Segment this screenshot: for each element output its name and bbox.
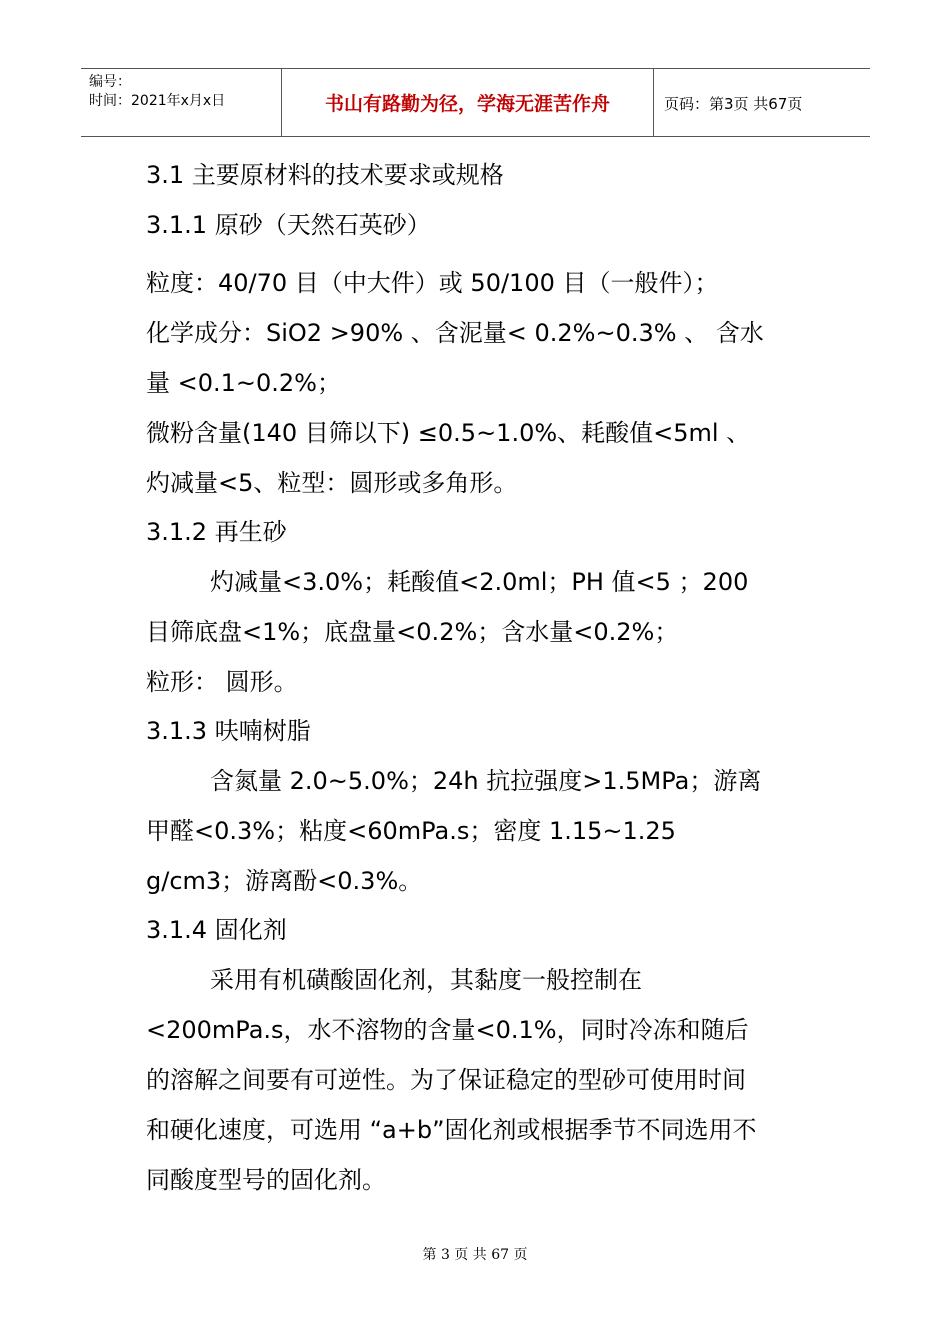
page-footer: 第 3 页 共 67 页 <box>422 1247 528 1263</box>
subsection-heading: 3.1.1 原砂（天然石英砂） <box>146 211 431 239</box>
body-line: 粒形： 圆形。 <box>146 668 298 696</box>
header-meta <box>81 69 281 136</box>
subsection-heading: 3.1.3 呋喃树脂 <box>146 717 311 745</box>
body-line: 甲醛<0.3%；粘度<60mPa.s；密度 1.15~1.25 <box>146 817 676 845</box>
body-line: g/cm3；游离酚<0.3%。 <box>146 867 423 895</box>
body-line: 同酸度型号的固化剂。 <box>146 1166 386 1194</box>
body-line: 灼减量<5、粒型：圆形或多角形。 <box>146 469 518 497</box>
body-line: 含氮量 2.0~5.0%；24h 抗拉强度>1.5MPa；游离 <box>210 767 762 795</box>
body-line: 灼减量<3.0%；耗酸值<2.0ml；PH 值<5 ；200 <box>210 568 749 596</box>
body-line: 的溶解之间要有可逆性。为了保证稳定的型砂可使用时间 <box>146 1066 746 1094</box>
subsection-heading: 3.1.4 固化剂 <box>146 916 287 944</box>
body-line: <200mPa.s，水不溶物的含量<0.1%，同时冷冻和随后 <box>146 1016 749 1044</box>
body-line: 粒度：40/70 目（中大件）或 50/100 目（一般件）； <box>146 269 719 297</box>
body-line: 目筛底盘<1%；底盘量<0.2%；含水量<0.2%； <box>146 618 679 646</box>
body-line: 和硬化速度，可选用 “a+b”固化剂或根据季节不同选用不 <box>146 1116 757 1144</box>
body-line: 量 <0.1~0.2%； <box>146 369 341 397</box>
section-heading: 3.1 主要原材料的技术要求或规格 <box>146 161 504 189</box>
page-header <box>81 68 870 137</box>
document-number-label: 编号： <box>89 74 131 90</box>
header-page-info: 页码：第3页 共67页 <box>664 95 803 113</box>
body-line: 化学成分：SiO2 >90% 、含泥量< 0.2%~0.3% 、 含水 <box>146 319 764 347</box>
document-time-label: 时间：2021年x月x日 <box>89 93 226 109</box>
body-line: 微粉含量(140 目筛以下) ≤0.5~1.0%、耗酸值<5ml 、 <box>146 419 751 447</box>
header-divider <box>653 69 654 136</box>
header-motto: 书山有路勤为径，学海无涯苦作舟 <box>324 93 610 115</box>
subsection-heading: 3.1.2 再生砂 <box>146 518 287 546</box>
body-line: 采用有机磺酸固化剂，其黏度一般控制在 <box>210 966 642 994</box>
